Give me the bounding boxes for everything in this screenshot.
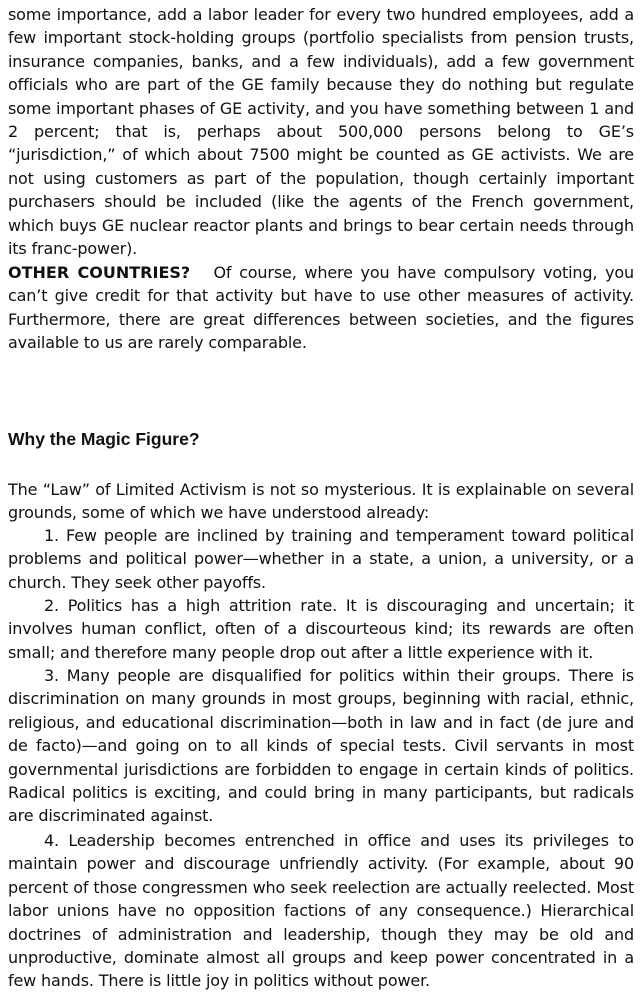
paragraph-ge-jurisdiction: some importance, add a labor leader for every two hundred employees, add a few important stock-holding groups (portfolio specialists from pension trusts, insurance companies, banks, and a few individuals), add a few government officials who are part of the GE family because they do nothing but regulate some important phases of GE activity, and you have something between 1 and 2 percent; that is, perhaps about 500,000 persons belong to GE’s “jurisdiction,” of which about 7500 might be counted as GE activists. We are not using customers as part of the population, though certainly important purchasers should be included (like the agents of the French government, which buys GE nuclear reactor plants and brings to bear certain needs through its franc-power). — [8, 5, 634, 259]
list-item-2: 2. Politics has a high attrition rate. It is discouraging and uncertain; it involves human conflict, often of a discourteous kind; its rewards are often small; and therefore many people drop out after a little experience with it. — [8, 596, 634, 662]
other-countries-text: Of course, where you have compulsory voting, you can’t give credit for that activity but have to use other measures of activity. Furthermore, there are great differences between societies, and the figures available to us are rarely comparable. — [8, 263, 635, 353]
paragraph-intro: The “Law” of Limited Activism is not so mysterious. It is explainable on several grounds, some of which we have understood already: — [8, 480, 634, 523]
list-item-1: 1. Few people are inclined by training and temperament toward political problems and political power—whether in a state, a union, a university, or a church. They seek other payoffs. — [8, 526, 634, 592]
list-item-3: 3. Many people are disqualified for politics within their groups. There is discrimination on many grounds in most groups, beginning with racial, ethnic, religious, and educational discrimination—both in law and in fact (de jure and de facto)—and going on to all kinds of special tests. Civil servants in most governmental jurisdictions are forbidden to engage in certain kinds of politics. Radical politics is exciting, and could bring in many participants, but radicals are discriminated against. — [8, 666, 634, 826]
list-item-4: 4. Leadership becomes entrenched in office and uses its privileges to maintain power and discourage unfriendly activity. (For example, about 90 percent of those congressmen who seek reelection are actually reelected. Most labor unions have no opposition factions of any consequence.) Hierarchical doctrines of administration and leadership, though they may be old and unproductive, dominate almost all groups and keep power concentrated in a few hands. There is little joy in politics without power. — [8, 831, 634, 991]
section-heading: Why the Magic Figure? — [8, 429, 200, 449]
paragraph-other-countries — [8, 261, 634, 355]
run-in-heading-other-countries: OTHER COUNTRIES? — [8, 263, 191, 282]
